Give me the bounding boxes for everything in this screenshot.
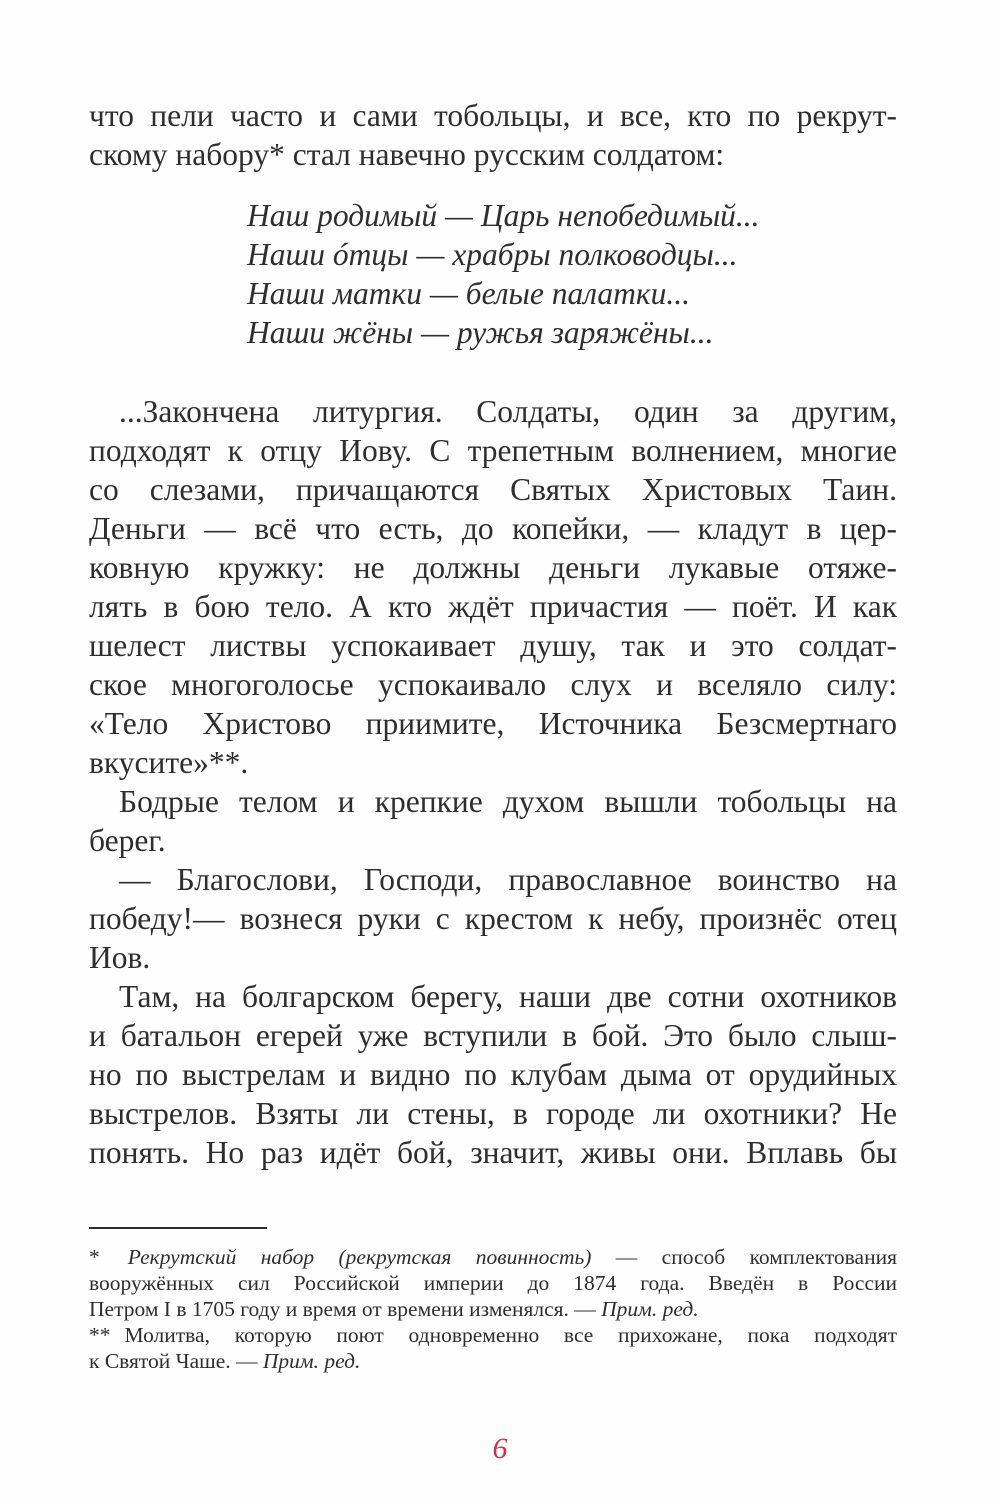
text-line: ковную кружку: не должны деньги лукавые отяже- (89, 550, 897, 585)
text-line: Иов. (89, 940, 151, 975)
editor-note: Прим. ред. (601, 1297, 699, 1321)
text-line: скому набору* стал навечно русским солдатом: (89, 137, 725, 172)
verse-line: Наши жёны — ружья заряжёны... (247, 315, 714, 350)
text-line: со слезами, причащаются Святых Христовых Таин. (89, 472, 897, 507)
footnote-term: Рекрутский набор (рекрутская повинность) (127, 1245, 592, 1269)
text-line: — Благослови, Господи, православное воинство на (119, 862, 897, 897)
footnote-line (89, 1296, 897, 1322)
footnotes (89, 1244, 897, 1374)
text-line: и батальон егерей уже вступили в бой. Это было слыш- (89, 1018, 897, 1053)
text-line: победу!— вознеся руки с крестом к небу, произнёс отец (89, 901, 897, 936)
text-line: «Тело Христово приимите, Источника Безсмертнаго (89, 706, 897, 741)
footnote-line (89, 1348, 897, 1374)
text-line: Там, на болгарском берегу, наши две сотни охотников (119, 979, 897, 1014)
page-number: 6 (492, 1432, 508, 1465)
text-line: Деньги — всё что есть, до копейки, — кладут в цер- (89, 511, 897, 546)
verse-line: Наши óтцы — храбры полководцы... (247, 237, 738, 272)
verse-line: Наши матки — белые палатки... (247, 276, 690, 311)
text-line: выстрелов. Взяты ли стены, в городе ли охотники? Не (89, 1096, 897, 1131)
editor-note: Прим. ред. (262, 1349, 361, 1373)
text-line: ское многоголосье успокаивало слух и вселяло силу: (89, 667, 897, 702)
verse-block (247, 196, 897, 352)
text-line: ...Закончена литургия. Солдаты, один за другим, (119, 394, 897, 429)
footnote-line (89, 1244, 897, 1270)
footnote-text: Петром I в 1705 году и время от времени изменялся. — (89, 1297, 602, 1321)
text-line: но по выстрелам и видно по клубам дыма от орудийных (89, 1057, 897, 1092)
verse-line: Наш родимый — Царь непобедимый... (247, 198, 760, 233)
text-line: берег. (89, 823, 166, 858)
footnote-text: Молитва, которую поют одновременно все прихожане, пока подходят (124, 1323, 897, 1347)
footnote-marker: * (89, 1245, 100, 1269)
footnote-marker: ** (89, 1323, 111, 1347)
text-line: шелест листвы успокаивает душу, так и это солдат- (89, 628, 897, 663)
text-line: лять в бою тело. А кто ждёт причастия — поёт. И как (89, 589, 897, 624)
footnote-text: — способ комплектования (591, 1245, 897, 1269)
text-line: подходят к отцу Иову. С трепетным волнением, многие (89, 433, 897, 468)
text-line: Бодрые телом и крепкие духом вышли тобольцы на (119, 784, 897, 819)
text-line: понять. Но раз идёт бой, значит, живы они. Вплавь бы (89, 1135, 897, 1170)
footnote-line: вооружённых сил Российской империи до 1874 года. Введён в России (89, 1271, 897, 1295)
page-body (89, 96, 897, 1172)
footnote-text: к Святой Чаше. — (89, 1349, 263, 1373)
footnote-line (89, 1322, 897, 1348)
text-line: что пели часто и сами тобольцы, и все, кто по рекрут- (89, 98, 897, 133)
footnote-separator (89, 1227, 267, 1229)
text-line: вкусите»**. (89, 745, 249, 780)
